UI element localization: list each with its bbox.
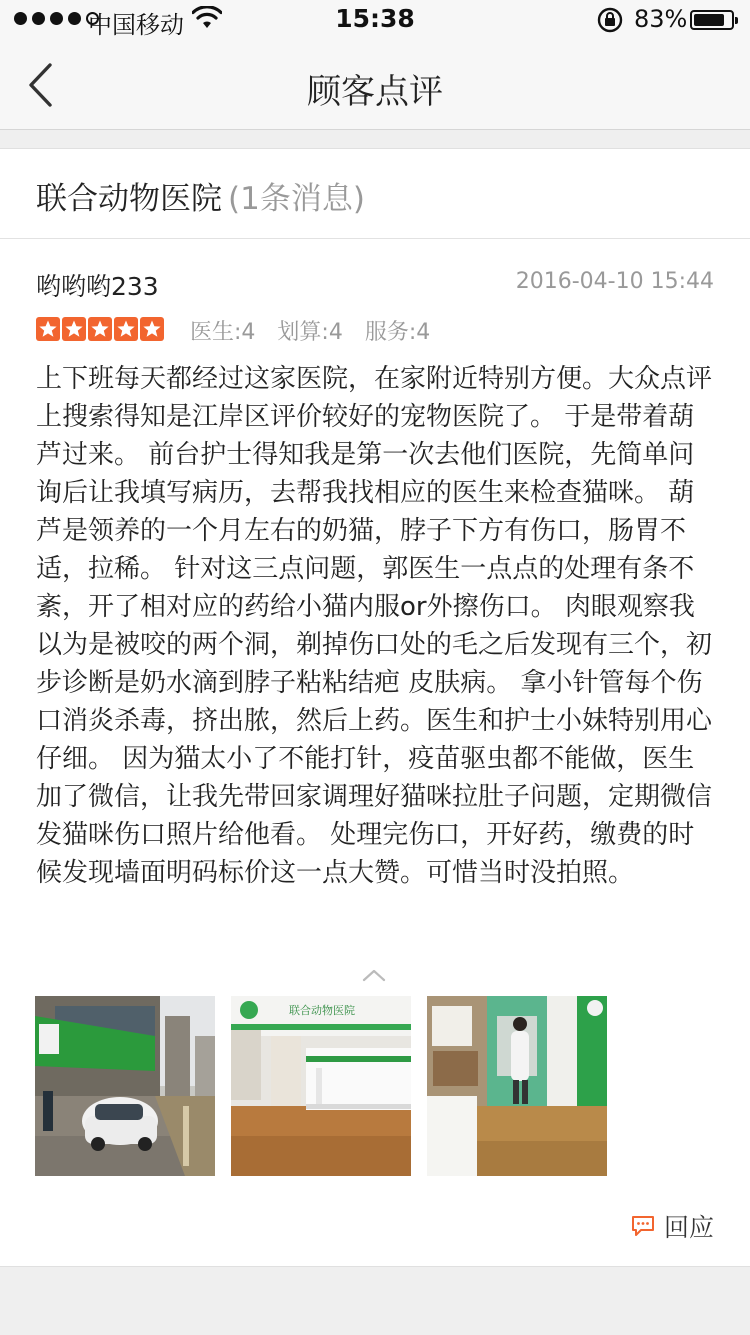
sub-scores xyxy=(190,315,430,346)
shop-name: 联合动物医院 xyxy=(36,181,222,217)
section-divider xyxy=(0,130,750,149)
collapse-button[interactable] xyxy=(362,967,386,981)
star-icon xyxy=(88,317,112,341)
star-icon xyxy=(36,317,60,341)
reviewer-name[interactable]: 哟哟哟233 xyxy=(36,272,159,301)
street-photo[interactable] xyxy=(35,996,215,1176)
rotation-lock-icon xyxy=(596,6,624,40)
star-icon xyxy=(140,317,164,341)
divider xyxy=(0,238,750,239)
score-doctor: 医生:4 xyxy=(190,320,256,345)
battery-percentage: 83% xyxy=(634,5,688,33)
status-bar xyxy=(0,0,750,40)
battery-fill xyxy=(694,14,724,26)
star-icon xyxy=(62,317,86,341)
comment-icon xyxy=(630,1214,656,1238)
reply-label: 回应 xyxy=(664,1213,715,1242)
review-text: 上下班每天都经过这家医院，在家附近特别方便。大众点评上搜索得知是江岸区评价较好的宠物医院了。 于是带着葫芦过来。 前台护士得知我是第一次去他们医院，先简单问询后让我填写病历，去帮我找相应的医生来检查猫咪。 葫芦是领养的一个月左右的奶猫，脖子下方有伤口，肠胃不适，拉稀。 针对这三点问题，郭医生一点点的处理有条不紊，开了相对应的药给小猫内服or外擦伤口。 肉眼观察我以为是被咬的两个洞，剃掉伤口处的毛之后发现有三个，初步诊断是奶水滴到脖子粘粘结疤 皮肤病。 拿小针管每个伤口消炎杀毒，挤出脓，然后上药。医生和护士小妹特别用心仔细。 因为猫太小了不能打针，疫苗驱虫都不能做，医生加了微信，让我先带回家调理好猫咪拉肚子问题，定期微信发猫咪伤口照片给他看。 处理完伤口，开好药，缴费的时候发现墙面明码标价这一点大赞。可惜当时没拍照。 xyxy=(36,364,713,888)
review-date: 2016-04-10 15:44 xyxy=(515,269,714,294)
score-value: 划算:4 xyxy=(277,320,343,345)
reply-button[interactable] xyxy=(630,1208,714,1244)
battery-icon xyxy=(690,10,734,30)
clock: 15:38 xyxy=(335,4,415,33)
footer-area xyxy=(0,1266,750,1335)
star-rating xyxy=(36,317,164,341)
review-photos xyxy=(35,996,607,1176)
shop-header xyxy=(0,149,750,237)
clinic-sign-text: 联合动物医院 xyxy=(289,1004,355,1017)
message-count: (1条消息) xyxy=(228,181,365,217)
carrier-name: 中国移动 xyxy=(88,11,184,39)
page-title: 顾客点评 xyxy=(307,72,443,112)
score-service: 服务:4 xyxy=(364,320,431,345)
chevron-up-icon xyxy=(362,968,386,982)
clinic-interior-photo[interactable] xyxy=(427,996,607,1176)
reception-photo[interactable] xyxy=(231,996,411,1176)
navigation-bar xyxy=(0,40,750,130)
star-icon xyxy=(114,317,138,341)
